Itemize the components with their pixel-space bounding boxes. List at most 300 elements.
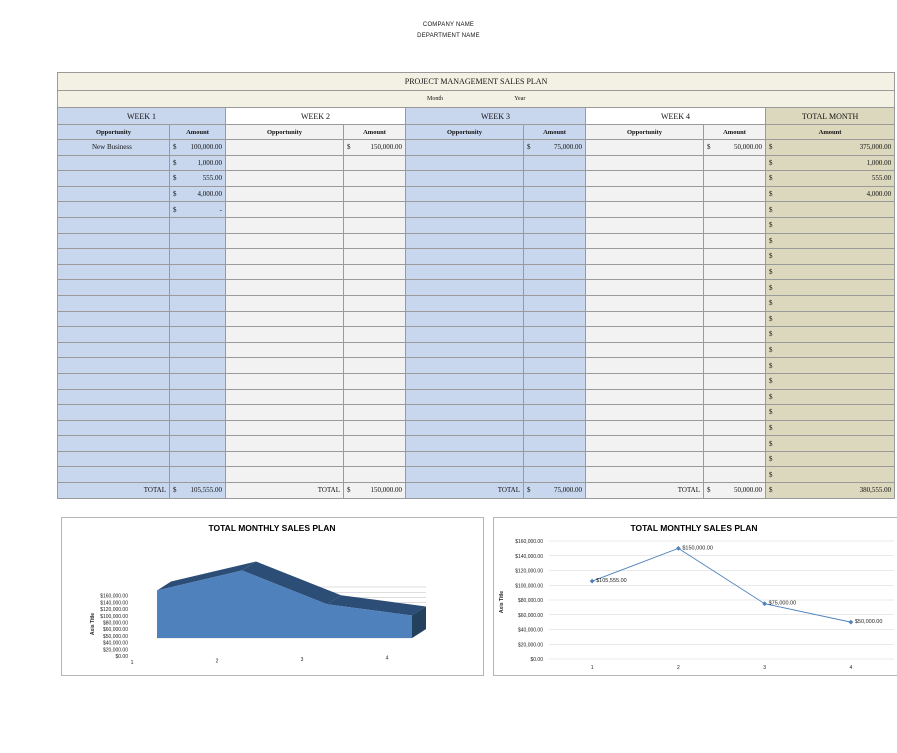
- week-2-amount-cell[interactable]: [344, 389, 406, 405]
- currency-symbol: $: [769, 205, 773, 214]
- currency-symbol: $: [173, 486, 177, 495]
- line-chart-svg: [494, 518, 897, 675]
- week-2-opportunity-cell[interactable]: [226, 202, 344, 218]
- week-3-amount-cell[interactable]: [524, 358, 586, 374]
- week-4-header[interactable]: WEEK 4: [586, 108, 766, 125]
- total-month-amount-cell[interactable]: [766, 249, 895, 265]
- week-4-amount-cell[interactable]: [704, 140, 766, 156]
- total-month-amount-cell[interactable]: [766, 186, 895, 202]
- data-label: $75,000.00: [768, 600, 797, 607]
- week-3-amount-cell[interactable]: [524, 420, 586, 436]
- week-1-amount-cell[interactable]: [170, 405, 226, 421]
- week-1-amount-cell[interactable]: [170, 140, 226, 156]
- week-3-amount-cell[interactable]: [524, 389, 586, 405]
- week-1-opportunity-cell[interactable]: [58, 264, 170, 280]
- amount-value: 4,000.00: [866, 190, 892, 199]
- week-3-opportunity-cell[interactable]: [406, 233, 524, 249]
- y-tick-label: $20,000.00: [517, 642, 543, 649]
- col-amount[interactable]: Amount: [170, 125, 226, 140]
- week-4-amount-cell[interactable]: [704, 217, 766, 233]
- week-3-amount-cell[interactable]: [524, 280, 586, 296]
- week-3-opportunity-cell[interactable]: [406, 373, 524, 389]
- week-2-opportunity-cell[interactable]: [226, 140, 344, 156]
- col-opportunity[interactable]: Opportunity: [586, 125, 704, 140]
- week-4-opportunity-cell[interactable]: [586, 405, 704, 421]
- week-1-amount-cell[interactable]: [170, 358, 226, 374]
- week-1-opportunity-cell[interactable]: [58, 202, 170, 218]
- currency-symbol: $: [769, 299, 773, 308]
- currency-symbol: $: [769, 486, 773, 495]
- week-1-amount-cell[interactable]: [170, 280, 226, 296]
- week-4-opportunity-cell[interactable]: [586, 295, 704, 311]
- week-4-amount-cell[interactable]: [704, 436, 766, 452]
- week-2-opportunity-cell[interactable]: [226, 264, 344, 280]
- week-1-opportunity-cell[interactable]: [58, 389, 170, 405]
- week-2-amount-cell[interactable]: [344, 327, 406, 343]
- week-3-amount-cell[interactable]: [524, 311, 586, 327]
- currency-symbol: $: [769, 408, 773, 417]
- total-month-amount-cell[interactable]: [766, 264, 895, 280]
- week-4-opportunity-cell[interactable]: [586, 358, 704, 374]
- week-1-amount-cell[interactable]: [170, 186, 226, 202]
- week-4-amount-cell[interactable]: [704, 451, 766, 467]
- week-2-opportunity-cell[interactable]: [226, 249, 344, 265]
- table-row: [58, 186, 895, 202]
- currency-symbol: $: [769, 190, 773, 199]
- week-1-opportunity-cell[interactable]: [58, 451, 170, 467]
- week-4-amount-cell[interactable]: [704, 186, 766, 202]
- month-label: Month: [427, 96, 444, 102]
- week-1-opportunity-cell[interactable]: [58, 327, 170, 343]
- week-3-amount-cell[interactable]: [524, 342, 586, 358]
- week-4-opportunity-cell[interactable]: [586, 233, 704, 249]
- week-3-opportunity-cell[interactable]: [406, 327, 524, 343]
- table-row: [58, 327, 895, 343]
- total-month-amount-cell[interactable]: [766, 171, 895, 187]
- currency-symbol: $: [347, 486, 351, 495]
- week-1-amount-cell[interactable]: [170, 202, 226, 218]
- week-3-total-cell[interactable]: [524, 483, 586, 499]
- week-4-opportunity-cell[interactable]: [586, 373, 704, 389]
- week-3-amount-cell[interactable]: [524, 202, 586, 218]
- month-total-cell[interactable]: [766, 483, 895, 499]
- week-3-amount-cell[interactable]: [524, 467, 586, 483]
- week-2-amount-cell[interactable]: [344, 155, 406, 171]
- y-tick-label: $160,000.00: [100, 593, 128, 600]
- week-2-opportunity-cell[interactable]: [226, 436, 344, 452]
- week-1-opportunity-cell[interactable]: [58, 155, 170, 171]
- week-2-amount-cell[interactable]: [344, 171, 406, 187]
- data-point: [762, 601, 767, 606]
- week-2-amount-cell[interactable]: [344, 451, 406, 467]
- week-3-amount-cell[interactable]: [524, 171, 586, 187]
- sheet-title[interactable]: PROJECT MANAGEMENT SALES PLAN: [58, 73, 895, 91]
- week-4-amount-cell[interactable]: [704, 327, 766, 343]
- week-1-opportunity-cell[interactable]: [58, 420, 170, 436]
- week-2-amount-cell[interactable]: [344, 249, 406, 265]
- week-2-amount-cell[interactable]: [344, 295, 406, 311]
- total-month-amount-cell[interactable]: [766, 202, 895, 218]
- week-2-opportunity-cell[interactable]: [226, 373, 344, 389]
- week-1-opportunity-cell[interactable]: [58, 342, 170, 358]
- week-4-amount-cell[interactable]: [704, 171, 766, 187]
- total-month-amount-cell[interactable]: [766, 311, 895, 327]
- week-4-amount-cell[interactable]: [704, 280, 766, 296]
- col-opportunity[interactable]: Opportunity: [406, 125, 524, 140]
- x-tick-label: 2: [676, 665, 680, 671]
- y-tick-label: $80,000.00: [102, 620, 128, 627]
- week-1-amount-cell[interactable]: [170, 373, 226, 389]
- week-2-opportunity-cell[interactable]: [226, 405, 344, 421]
- week-3-opportunity-cell[interactable]: [406, 264, 524, 280]
- amount-value: 380,555.00: [859, 486, 892, 495]
- week-3-opportunity-cell[interactable]: [406, 249, 524, 265]
- week-3-opportunity-cell[interactable]: [406, 171, 524, 187]
- x-tick-label: 1: [590, 665, 594, 671]
- table-row: [58, 140, 895, 156]
- week-4-opportunity-cell[interactable]: [586, 217, 704, 233]
- week-4-opportunity-cell[interactable]: [586, 467, 704, 483]
- y-tick-label: $80,000.00: [517, 598, 543, 604]
- week-1-amount-cell[interactable]: [170, 311, 226, 327]
- week-1-amount-cell[interactable]: [170, 420, 226, 436]
- week-1-amount-cell[interactable]: [170, 249, 226, 265]
- total-month-amount-cell[interactable]: [766, 436, 895, 452]
- week-1-opportunity-cell[interactable]: [58, 373, 170, 389]
- x-tick-label: 1: [130, 660, 134, 666]
- week-4-opportunity-cell[interactable]: [586, 264, 704, 280]
- total-month-amount-cell[interactable]: [766, 451, 895, 467]
- total-label: TOTAL: [586, 483, 704, 499]
- week-3-opportunity-cell[interactable]: [406, 420, 524, 436]
- amount-value: -: [219, 205, 222, 214]
- y-tick-label: $160,000.00: [515, 539, 543, 545]
- data-point: [676, 546, 681, 551]
- week-2-opportunity-cell[interactable]: [226, 467, 344, 483]
- currency-symbol: $: [769, 221, 773, 230]
- week-2-amount-cell[interactable]: [344, 420, 406, 436]
- table-row: [58, 373, 895, 389]
- week-4-opportunity-cell[interactable]: [586, 155, 704, 171]
- table-row: [58, 202, 895, 218]
- y-tick-label: $0.00: [115, 654, 128, 660]
- currency-symbol: $: [769, 314, 773, 323]
- week-4-amount-cell[interactable]: [704, 233, 766, 249]
- week-2-opportunity-cell[interactable]: [226, 155, 344, 171]
- week-3-amount-cell[interactable]: [524, 327, 586, 343]
- total-month-header[interactable]: TOTAL MONTH: [766, 108, 895, 125]
- total-month-amount-cell[interactable]: [766, 140, 895, 156]
- week-1-opportunity-cell[interactable]: [58, 171, 170, 187]
- week-2-amount-cell[interactable]: [344, 405, 406, 421]
- week-1-total-cell[interactable]: [170, 483, 226, 499]
- week-1-opportunity-cell[interactable]: [58, 436, 170, 452]
- week-3-opportunity-cell[interactable]: [406, 295, 524, 311]
- week-2-opportunity-cell[interactable]: [226, 217, 344, 233]
- y-tick-label: $50,000.00: [102, 633, 128, 640]
- week-4-opportunity-cell[interactable]: [586, 202, 704, 218]
- month-year-row[interactable]: [58, 91, 895, 108]
- col-amount[interactable]: Amount: [704, 125, 766, 140]
- currency-symbol: $: [769, 377, 773, 386]
- week-3-opportunity-cell[interactable]: [406, 186, 524, 202]
- currency-symbol: $: [769, 346, 773, 355]
- col-opportunity[interactable]: Opportunity: [226, 125, 344, 140]
- week-4-opportunity-cell[interactable]: [586, 420, 704, 436]
- week-1-amount-cell[interactable]: [170, 467, 226, 483]
- week-3-opportunity-cell[interactable]: [406, 140, 524, 156]
- week-1-opportunity-cell[interactable]: [58, 233, 170, 249]
- week-4-amount-cell[interactable]: [704, 155, 766, 171]
- area-chart[interactable]: [61, 517, 484, 676]
- week-3-opportunity-cell[interactable]: [406, 436, 524, 452]
- week-4-amount-cell[interactable]: [704, 202, 766, 218]
- week-2-opportunity-cell[interactable]: [226, 233, 344, 249]
- x-tick-label: 3: [763, 665, 767, 671]
- amount-value: 50,000.00: [734, 486, 762, 495]
- currency-symbol: $: [173, 190, 177, 199]
- week-4-opportunity-cell[interactable]: [586, 327, 704, 343]
- week-3-amount-cell[interactable]: [524, 295, 586, 311]
- col-amount[interactable]: Amount: [524, 125, 586, 140]
- week-3-opportunity-cell[interactable]: [406, 389, 524, 405]
- week-3-opportunity-cell[interactable]: [406, 358, 524, 374]
- week-2-opportunity-cell[interactable]: [226, 389, 344, 405]
- total-label: TOTAL: [406, 483, 524, 499]
- x-tick-label: 4: [385, 655, 389, 662]
- week-3-header[interactable]: WEEK 3: [406, 108, 586, 125]
- total-month-amount-cell[interactable]: [766, 280, 895, 296]
- chart-title: TOTAL MONTHLY SALES PLAN: [630, 523, 758, 533]
- week-1-amount-cell[interactable]: [170, 451, 226, 467]
- currency-symbol: $: [173, 143, 177, 152]
- week-4-amount-cell[interactable]: [704, 249, 766, 265]
- y-tick-label: $100,000.00: [100, 613, 128, 620]
- y-tick-label: $140,000.00: [515, 553, 543, 560]
- y-tick-label: $60,000.00: [102, 627, 128, 634]
- total-month-amount-cell[interactable]: [766, 358, 895, 374]
- week-1-opportunity-cell[interactable]: [58, 217, 170, 233]
- total-month-amount-cell[interactable]: [766, 327, 895, 343]
- week-2-opportunity-cell[interactable]: [226, 358, 344, 374]
- total-month-amount-cell[interactable]: [766, 389, 895, 405]
- week-4-opportunity-cell[interactable]: [586, 171, 704, 187]
- amount-value: 75,000.00: [554, 486, 582, 495]
- week-1-opportunity-cell[interactable]: [58, 280, 170, 296]
- week-3-amount-cell[interactable]: [524, 217, 586, 233]
- currency-symbol: $: [769, 236, 773, 245]
- department-name: DEPARTMENT NAME: [417, 33, 480, 39]
- week-3-opportunity-cell[interactable]: [406, 451, 524, 467]
- col-amount[interactable]: Amount: [344, 125, 406, 140]
- table-row: [58, 311, 895, 327]
- week-2-amount-cell[interactable]: [344, 373, 406, 389]
- week-2-total-cell[interactable]: [344, 483, 406, 499]
- week-3-opportunity-cell[interactable]: [406, 202, 524, 218]
- week-1-amount-cell[interactable]: [170, 436, 226, 452]
- table-row: [58, 155, 895, 171]
- y-axis-title: Axis Title: [499, 590, 505, 614]
- week-3-opportunity-cell[interactable]: [406, 280, 524, 296]
- week-3-amount-cell[interactable]: [524, 155, 586, 171]
- week-4-amount-cell[interactable]: [704, 358, 766, 374]
- line-chart[interactable]: [493, 517, 897, 676]
- week-1-opportunity-cell[interactable]: New Business: [58, 140, 170, 156]
- week-3-amount-cell[interactable]: [524, 249, 586, 265]
- week-2-amount-cell[interactable]: [344, 202, 406, 218]
- table-row: [58, 171, 895, 187]
- week-4-amount-cell[interactable]: [704, 342, 766, 358]
- x-tick-label: 2: [215, 658, 219, 665]
- week-2-opportunity-cell[interactable]: [226, 295, 344, 311]
- y-tick-label: $120,000.00: [100, 607, 128, 614]
- week-2-amount-cell[interactable]: [344, 342, 406, 358]
- week-4-amount-cell[interactable]: [704, 420, 766, 436]
- table-row: [58, 280, 895, 296]
- week-1-amount-cell[interactable]: [170, 264, 226, 280]
- week-2-opportunity-cell[interactable]: [226, 327, 344, 343]
- week-4-opportunity-cell[interactable]: [586, 186, 704, 202]
- week-2-opportunity-cell[interactable]: [226, 311, 344, 327]
- week-1-opportunity-cell[interactable]: [58, 358, 170, 374]
- week-2-amount-cell[interactable]: [344, 311, 406, 327]
- week-1-amount-cell[interactable]: [170, 342, 226, 358]
- currency-symbol: $: [769, 392, 773, 401]
- week-3-opportunity-cell[interactable]: [406, 467, 524, 483]
- week-1-amount-cell[interactable]: [170, 389, 226, 405]
- week-1-amount-cell[interactable]: [170, 155, 226, 171]
- week-2-amount-cell[interactable]: [344, 280, 406, 296]
- week-1-opportunity-cell[interactable]: [58, 405, 170, 421]
- week-4-opportunity-cell[interactable]: [586, 249, 704, 265]
- amount-value: 150,000.00: [370, 143, 402, 152]
- data-label: $105,555.00: [596, 578, 627, 585]
- week-2-amount-cell[interactable]: [344, 217, 406, 233]
- week-4-amount-cell[interactable]: [704, 373, 766, 389]
- total-month-amount-cell[interactable]: [766, 217, 895, 233]
- week-1-amount-cell[interactable]: [170, 233, 226, 249]
- week-4-opportunity-cell[interactable]: [586, 389, 704, 405]
- week-4-amount-cell[interactable]: [704, 264, 766, 280]
- week-2-amount-cell[interactable]: [344, 186, 406, 202]
- week-3-opportunity-cell[interactable]: [406, 155, 524, 171]
- week-1-amount-cell[interactable]: [170, 217, 226, 233]
- week-4-amount-cell[interactable]: [704, 311, 766, 327]
- week-1-amount-cell[interactable]: [170, 171, 226, 187]
- x-tick-label: 3: [300, 657, 304, 663]
- total-month-amount-cell[interactable]: [766, 373, 895, 389]
- total-month-amount-cell[interactable]: [766, 405, 895, 421]
- week-2-amount-cell[interactable]: [344, 233, 406, 249]
- currency-symbol: $: [769, 423, 773, 432]
- currency-symbol: $: [769, 455, 773, 464]
- currency-symbol: $: [769, 252, 773, 261]
- week-4-opportunity-cell[interactable]: [586, 311, 704, 327]
- week-4-amount-cell[interactable]: [704, 389, 766, 405]
- week-4-amount-cell[interactable]: [704, 405, 766, 421]
- week-3-amount-cell[interactable]: [524, 451, 586, 467]
- week-2-opportunity-cell[interactable]: [226, 342, 344, 358]
- week-1-header[interactable]: WEEK 1: [58, 108, 226, 125]
- week-1-opportunity-cell[interactable]: [58, 467, 170, 483]
- week-3-amount-cell[interactable]: [524, 186, 586, 202]
- amount-value: 4,000.00: [197, 190, 222, 199]
- table-row: [58, 405, 895, 421]
- week-3-opportunity-cell[interactable]: [406, 342, 524, 358]
- col-opportunity[interactable]: Opportunity: [58, 125, 170, 140]
- week-4-opportunity-cell[interactable]: [586, 451, 704, 467]
- week-1-amount-cell[interactable]: [170, 295, 226, 311]
- week-4-amount-cell[interactable]: [704, 467, 766, 483]
- total-month-amount-cell[interactable]: [766, 155, 895, 171]
- week-2-opportunity-cell[interactable]: [226, 280, 344, 296]
- week-2-opportunity-cell[interactable]: [226, 420, 344, 436]
- week-4-opportunity-cell[interactable]: [586, 342, 704, 358]
- week-2-amount-cell[interactable]: [344, 467, 406, 483]
- amount-value: 555.00: [202, 174, 222, 183]
- week-3-opportunity-cell[interactable]: [406, 405, 524, 421]
- data-point: [590, 579, 595, 584]
- y-tick-label: $140,000.00: [100, 600, 128, 607]
- week-3-amount-cell[interactable]: [524, 233, 586, 249]
- week-3-opportunity-cell[interactable]: [406, 217, 524, 233]
- week-2-amount-cell[interactable]: [344, 264, 406, 280]
- table-row: [58, 358, 895, 374]
- total-month-amount-cell[interactable]: [766, 233, 895, 249]
- week-4-opportunity-cell[interactable]: [586, 140, 704, 156]
- amount-value: 105,555.00: [190, 486, 222, 495]
- week-4-amount-cell[interactable]: [704, 295, 766, 311]
- week-1-amount-cell[interactable]: [170, 327, 226, 343]
- week-3-amount-cell[interactable]: [524, 436, 586, 452]
- week-1-opportunity-cell[interactable]: [58, 249, 170, 265]
- total-month-amount-cell[interactable]: [766, 295, 895, 311]
- week-3-amount-cell[interactable]: [524, 140, 586, 156]
- week-1-opportunity-cell[interactable]: [58, 295, 170, 311]
- total-month-amount-cell[interactable]: [766, 467, 895, 483]
- currency-symbol: $: [769, 158, 773, 167]
- totals-row: [58, 483, 895, 499]
- week-2-opportunity-cell[interactable]: [226, 451, 344, 467]
- week-4-opportunity-cell[interactable]: [586, 280, 704, 296]
- col-amount[interactable]: Amount: [766, 125, 895, 140]
- week-4-opportunity-cell[interactable]: [586, 436, 704, 452]
- week-3-amount-cell[interactable]: [524, 264, 586, 280]
- week-1-opportunity-cell[interactable]: [58, 186, 170, 202]
- week-1-opportunity-cell[interactable]: [58, 311, 170, 327]
- week-2-amount-cell[interactable]: [344, 358, 406, 374]
- currency-symbol: $: [769, 268, 773, 277]
- week-2-header[interactable]: WEEK 2: [226, 108, 406, 125]
- currency-symbol: $: [769, 143, 773, 152]
- amount-value: 1,000.00: [866, 158, 892, 167]
- currency-symbol: $: [707, 143, 711, 152]
- week-3-amount-cell[interactable]: [524, 373, 586, 389]
- week-2-amount-cell[interactable]: [344, 436, 406, 452]
- week-3-amount-cell[interactable]: [524, 405, 586, 421]
- total-month-amount-cell[interactable]: [766, 420, 895, 436]
- week-2-opportunity-cell[interactable]: [226, 171, 344, 187]
- week-2-opportunity-cell[interactable]: [226, 186, 344, 202]
- total-month-amount-cell[interactable]: [766, 342, 895, 358]
- area-chart-svg: [62, 518, 483, 675]
- currency-symbol: $: [769, 330, 773, 339]
- week-2-amount-cell[interactable]: [344, 140, 406, 156]
- week-4-total-cell[interactable]: [704, 483, 766, 499]
- total-label: TOTAL: [226, 483, 344, 499]
- week-3-opportunity-cell[interactable]: [406, 311, 524, 327]
- amount-value: 50,000.00: [734, 143, 762, 152]
